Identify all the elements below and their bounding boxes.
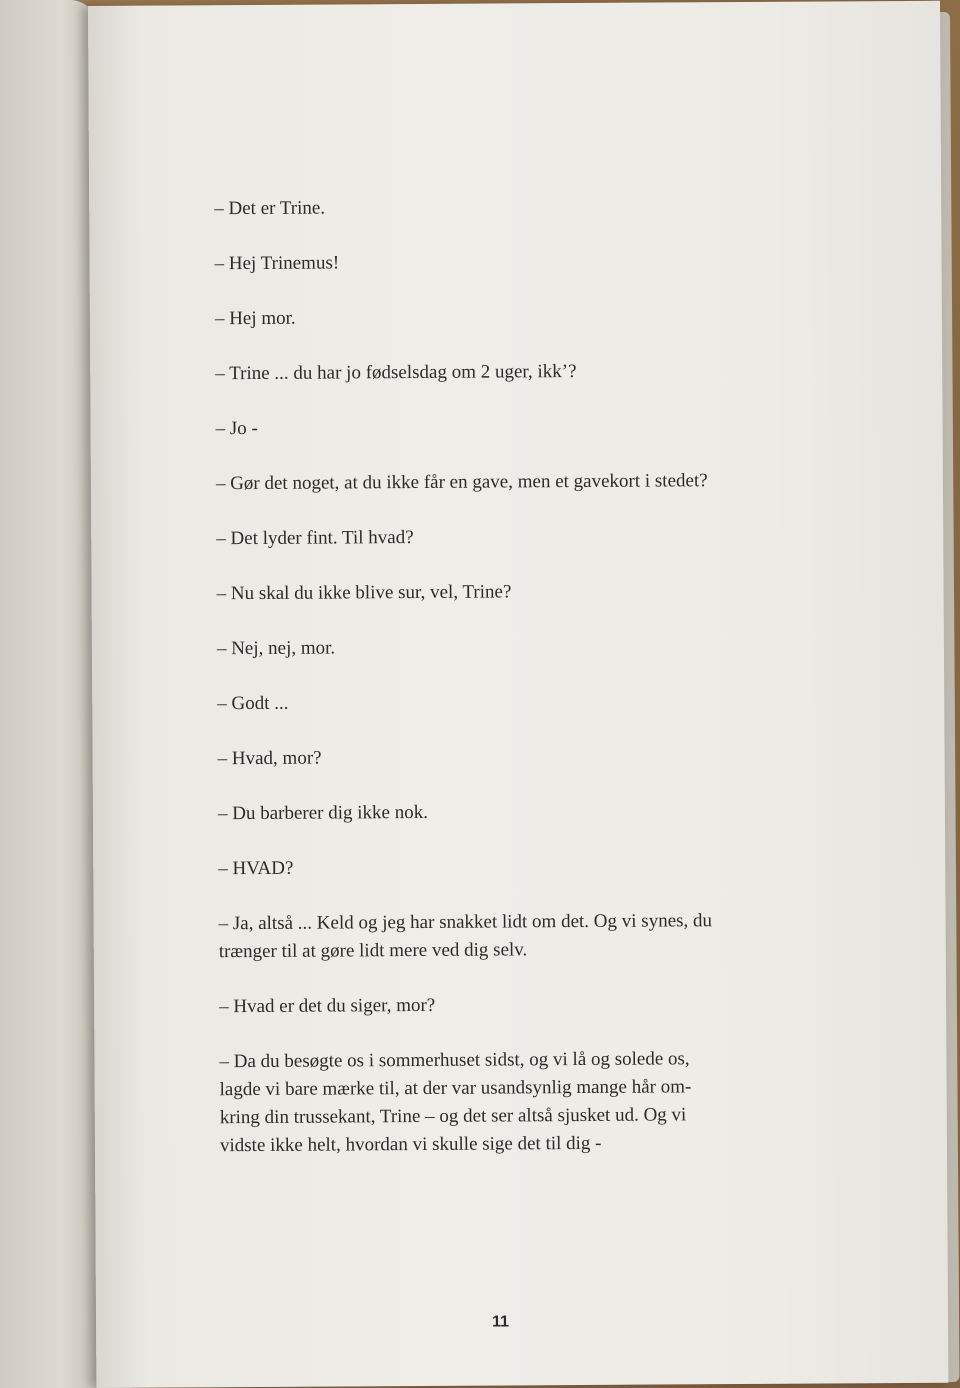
dialogue-line: – Nej, nej, mor.	[216, 637, 336, 660]
dialogue-line: – Nu skal du ikke blive sur, vel, Trine?	[216, 581, 512, 605]
dialogue-line: – Hej mor.	[214, 307, 296, 330]
dialogue-line: – Hej Trinemus!	[214, 252, 340, 275]
dialogue-line: – Du barberer dig ikke nok.	[217, 801, 428, 825]
dialogue-line: – Hvad, mor?	[217, 747, 322, 770]
dialogue-line: – Gør det noget, at du ikke får en gave, men et gavekort i stedet?	[215, 470, 708, 495]
page-number: 11	[491, 1313, 510, 1331]
dialogue-line: – Hvad er det du siger, mor?	[219, 994, 436, 1018]
dialogue-paragraph	[219, 907, 779, 966]
paragraph-line: trænger til at gøre lidt mere ved dig selv.	[218, 939, 528, 963]
dialogue-line: – Det er Trine.	[214, 197, 326, 220]
paragraph-line: kring din trussekant, Trine – og det ser altså sjusket ud. Og vi	[219, 1104, 687, 1129]
paragraph-line: – Ja, altså ... Keld og jeg har snakket lidt om det. Og vi synes, du	[218, 910, 713, 935]
paragraph-line: lagde vi bare mærke til, at der var usandsynlig mange hår om-	[219, 1076, 692, 1101]
dialogue-line: – Trine ... du har jo fødselsdag om 2 uger, ikk’?	[215, 361, 577, 385]
paragraph-line: vidste ikke helt, hvordan vi skulle sige det til dig -	[219, 1132, 602, 1157]
dialogue-line: – Jo -	[215, 417, 258, 440]
page-text	[214, 192, 780, 1187]
book-page	[88, 1, 948, 1388]
dialogue-line: – Godt ...	[217, 692, 289, 715]
dialogue-line: – Det lyder fint. Til hvad?	[216, 527, 414, 550]
dialogue-paragraph	[219, 1045, 780, 1160]
paragraph-line: – Da du besøgte os i sommerhuset sidst, og vi lå og solede os,	[219, 1048, 690, 1073]
dialogue-line: – HVAD?	[218, 857, 294, 880]
